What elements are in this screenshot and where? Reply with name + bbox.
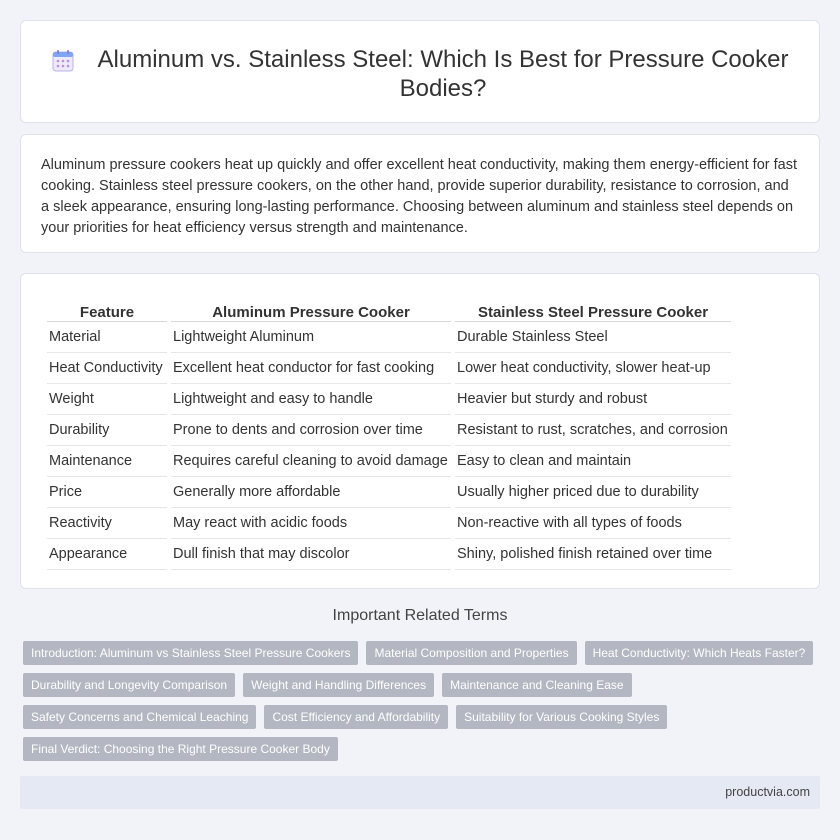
footer <box>20 776 820 809</box>
related-term-tag[interactable]: Heat Conductivity: Which Heats Faster? <box>585 641 814 665</box>
related-term-tag[interactable]: Weight and Handling Differences <box>243 673 434 697</box>
table-cell-feature: Durability <box>47 415 167 446</box>
related-term-tag[interactable]: Final Verdict: Choosing the Right Pressure Cooker Body <box>23 737 338 761</box>
table-row <box>47 446 731 477</box>
header-card <box>20 20 820 123</box>
table-row <box>47 539 731 570</box>
table-cell-aluminum: Lightweight and easy to handle <box>171 384 451 415</box>
column-header-stainless: Stainless Steel Pressure Cooker <box>455 296 731 322</box>
related-terms-heading: Important Related Terms <box>332 607 508 624</box>
related-term-tag[interactable]: Suitability for Various Cooking Styles <box>456 705 667 729</box>
intro-paragraph: Aluminum pressure cookers heat up quickly and offer excellent heat conductivity, making them energy-efficient for fast cooking. Stainless steel pressure cookers, on the other hand, provide superior durability, resistance to corrosion, and a sleek appearance, ensuring long-lasting performance. Choosing between aluminum and stainless steel depends on your priorities for heat efficiency versus strength and maintenance. <box>41 157 797 236</box>
table-cell-feature: Maintenance <box>47 446 167 477</box>
table-cell-aluminum: Excellent heat conductor for fast cooking <box>171 353 451 384</box>
table-cell-stainless: Durable Stainless Steel <box>455 322 731 353</box>
table-cell-feature: Heat Conductivity <box>47 353 167 384</box>
table-cell-stainless: Lower heat conductivity, slower heat-up <box>455 353 731 384</box>
intro-card <box>20 134 820 253</box>
table-row <box>47 322 731 353</box>
calendar-icon <box>51 49 75 73</box>
footer-site-link[interactable]: productvia.com <box>725 785 810 799</box>
table-cell-feature: Price <box>47 477 167 508</box>
table-cell-aluminum: May react with acidic foods <box>171 508 451 539</box>
table-cell-stainless: Non-reactive with all types of foods <box>455 508 731 539</box>
table-cell-stainless: Shiny, polished finish retained over time <box>455 539 731 570</box>
related-terms-list <box>23 641 823 761</box>
related-term-tag[interactable]: Durability and Longevity Comparison <box>23 673 235 697</box>
related-term-tag[interactable]: Maintenance and Cleaning Ease <box>442 673 631 697</box>
comparison-card <box>20 273 820 589</box>
table-cell-aluminum: Generally more affordable <box>171 477 451 508</box>
table-cell-aluminum: Lightweight Aluminum <box>171 322 451 353</box>
related-term-tag[interactable]: Cost Efficiency and Affordability <box>264 705 448 729</box>
table-cell-feature: Material <box>47 322 167 353</box>
table-row <box>47 415 731 446</box>
table-header-row <box>47 296 731 322</box>
table-cell-stainless: Easy to clean and maintain <box>455 446 731 477</box>
column-header-feature: Feature <box>47 296 167 322</box>
related-term-tag[interactable]: Safety Concerns and Chemical Leaching <box>23 705 256 729</box>
table-cell-feature: Reactivity <box>47 508 167 539</box>
table-row <box>47 384 731 415</box>
table-cell-aluminum: Requires careful cleaning to avoid damage <box>171 446 451 477</box>
table-cell-aluminum: Prone to dents and corrosion over time <box>171 415 451 446</box>
table-row <box>47 508 731 539</box>
table-cell-stainless: Resistant to rust, scratches, and corrosion <box>455 415 731 446</box>
comparison-table <box>43 296 735 570</box>
table-cell-stainless: Heavier but sturdy and robust <box>455 384 731 415</box>
column-header-aluminum: Aluminum Pressure Cooker <box>171 296 451 322</box>
table-cell-aluminum: Dull finish that may discolor <box>171 539 451 570</box>
table-cell-stainless: Usually higher priced due to durability <box>455 477 731 508</box>
table-cell-feature: Weight <box>47 384 167 415</box>
related-term-tag[interactable]: Introduction: Aluminum vs Stainless Steel Pressure Cookers <box>23 641 358 665</box>
table-row <box>47 353 731 384</box>
related-term-tag[interactable]: Material Composition and Properties <box>366 641 576 665</box>
page-title: Aluminum vs. Stainless Steel: Which Is Best for Pressure Cooker Bodies? <box>97 46 789 102</box>
table-row <box>47 477 731 508</box>
table-cell-feature: Appearance <box>47 539 167 570</box>
